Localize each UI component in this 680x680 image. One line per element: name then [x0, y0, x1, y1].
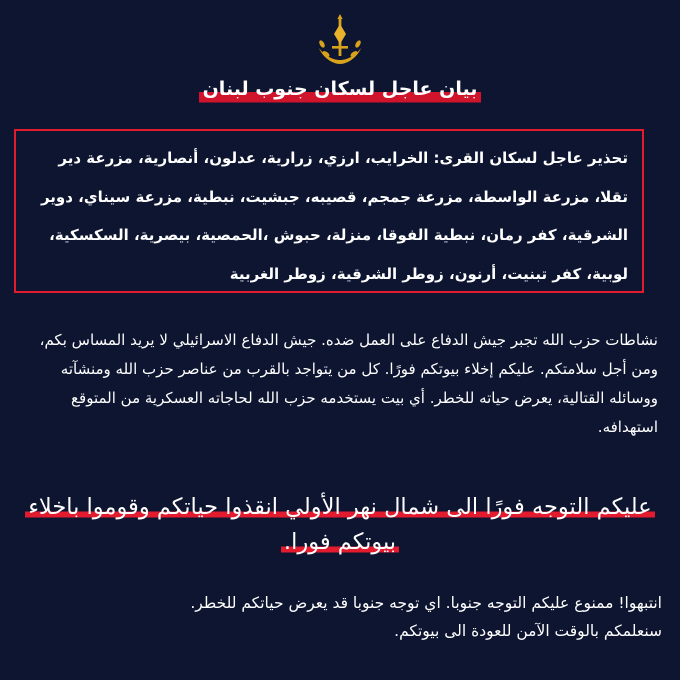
footer-line-return: سنعلمكم بالوقت الآمن للعودة الى بيوتكم. — [394, 622, 662, 640]
footer-line-warning: انتبهوا! ممنوع عليكم التوجه جنوبا. اي توجه جنوبا قد يعرض حياتكم للخطر. — [190, 594, 662, 612]
footer-notice — [18, 589, 662, 645]
title-container — [0, 76, 680, 104]
evacuation-headline-text: عليكم التوجه فورًا الى شمال نهر الأولي انقذوا حياتكم وقوموا باخلاء بيوتكم فورا. — [25, 494, 654, 555]
body-paragraph: نشاطات حزب الله تجبر جيش الدفاع على العمل ضده. جيش الدفاع الاسرائيلي لا يريد المساس بكم، ومن أجل سلامتكم. عليكم إخلاء بيوتكم فورًا. كل من يتواجد بالقرب من عناصر حزب الله ومنشآته ووسائله القتالية، يعرض حياته للخطر. أي بيت يستخدمه حزب الله لحاجاته العسكرية من المتوقع استهدافه. — [39, 331, 658, 436]
warning-box — [14, 129, 644, 293]
evacuation-headline — [14, 490, 666, 560]
idf-emblem-icon — [313, 14, 367, 66]
page-title: بيان عاجل لسكان جنوب لبنان — [199, 76, 482, 104]
warning-villages-text: تحذير عاجل لسكان القرى: الخرايب، ارزي، زرارية، عدلون، أنصارية، مزرعة دير تقلا، مزرعة الواسطة، مزرعة جمجم، قصيبه، جبشيت، نبطية، مزرعة سيناي، دوير الشرقية، كفر رمان، نبطية الفوقا، منزلة، حبوش ،الحمصية، بيصرية، السكسكية، لوبية، كفر تبنيت، أرنون، زوطر الشرقية، زوطر الغربية — [40, 149, 628, 283]
